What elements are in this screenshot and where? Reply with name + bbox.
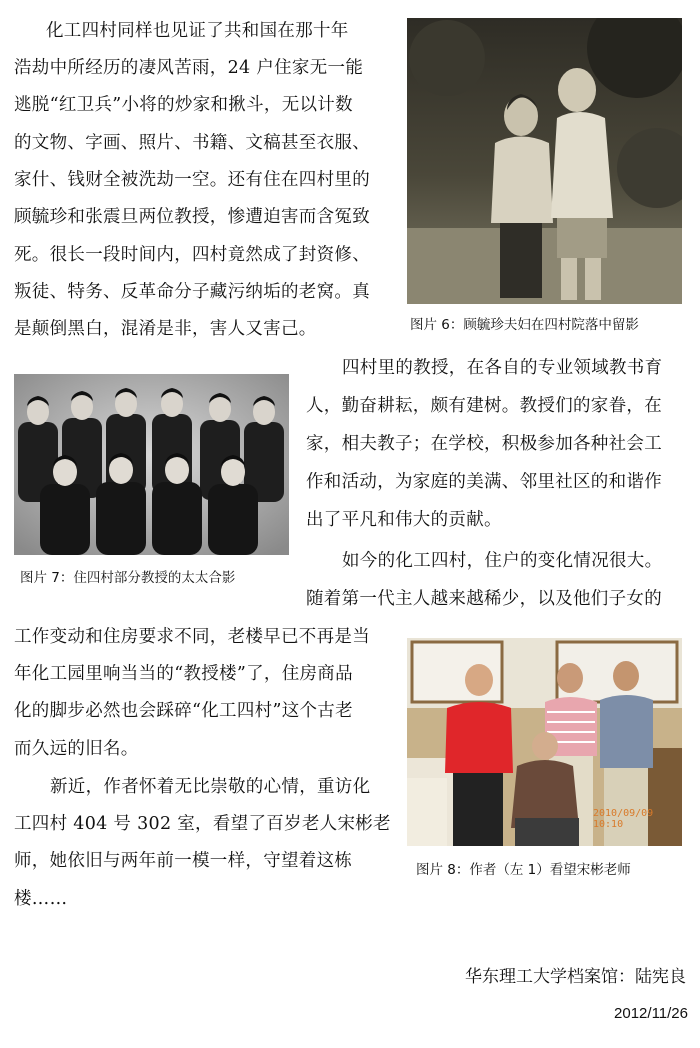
text-line: 楼…… xyxy=(14,889,68,909)
photo-6-caption: 图片 6：顾毓珍夫妇在四村院落中留影 xyxy=(410,317,639,333)
photo-7-image xyxy=(14,374,289,555)
text-line: 死。很长一段时间内，四村竟然成了封资修、 xyxy=(14,245,370,265)
text-line: 新近，作者怀着无比崇敬的心情，重访化 xyxy=(50,777,371,797)
text-line: 工作变动和住房要求不同，老楼早已不再是当 xyxy=(14,627,370,647)
text-line: 叛徒、特务、反革命分子藏污纳垢的老窝。真 xyxy=(14,282,370,302)
text-line: 随着第一代主人越来越稀少，以及他们子女的 xyxy=(306,589,662,609)
text-line: 家，相夫教子；在学校，积极参加各种社会工 xyxy=(306,434,662,454)
text-line: 是颠倒黑白，混淆是非，害人又害己。 xyxy=(14,319,317,339)
author-signature: 华东理工大学档案馆：陆宪良 xyxy=(465,967,686,987)
text-line: 工四村 404 号 302 室，看望了百岁老人宋彬老 xyxy=(14,814,391,834)
text-line: 家什、钱财全被洗劫一空。还有住在四村里的 xyxy=(14,170,370,190)
text-line: 浩劫中所经历的凄风苦雨，24 户住家无一能 xyxy=(14,58,364,78)
photo-6 xyxy=(407,18,682,304)
text-line: 年化工园里响当当的“教授楼”了，住房商品 xyxy=(14,664,353,684)
text-line: 作和活动，为家庭的美满、邻里社区的和谐作 xyxy=(306,472,662,492)
photo-8-caption: 图片 8：作者（左 1）看望宋彬老师 xyxy=(416,862,631,878)
photo-6-image xyxy=(407,18,682,304)
text-line: 逃脱“红卫兵”小将的炒家和揪斗，无以计数 xyxy=(14,95,353,115)
photo-7-caption: 图片 7：住四村部分教授的太太合影 xyxy=(20,570,236,586)
text-line: 化工四村同样也见证了共和国在那十年 xyxy=(46,21,349,41)
text-line: 四村里的教授，在各自的专业领域教书育 xyxy=(342,358,663,378)
text-line: 而久远的旧名。 xyxy=(14,739,139,759)
text-line: 的文物、字画、照片、书籍、文稿甚至衣服、 xyxy=(14,133,370,153)
photo-8 xyxy=(407,638,682,846)
publication-date: 2012/11/26 xyxy=(614,1005,688,1022)
text-line: 化的脚步必然也会踩碎“化工四村”这个古老 xyxy=(14,701,353,721)
text-line: 顾毓珍和张震旦两位教授，惨遭迫害而含冤致 xyxy=(14,207,370,227)
text-line: 人，勤奋耕耘，颇有建树。教授们的家眷，在 xyxy=(306,396,662,416)
text-line: 出了平凡和伟大的贡献。 xyxy=(306,510,502,530)
text-line: 如今的化工四村，住户的变化情况很大。 xyxy=(342,551,663,571)
photo-8-timestamp: 2010/09/09 10:10 xyxy=(593,808,654,830)
photo-7 xyxy=(14,374,289,555)
text-line: 师，她依旧与两年前一模一样，守望着这栋 xyxy=(14,851,353,871)
